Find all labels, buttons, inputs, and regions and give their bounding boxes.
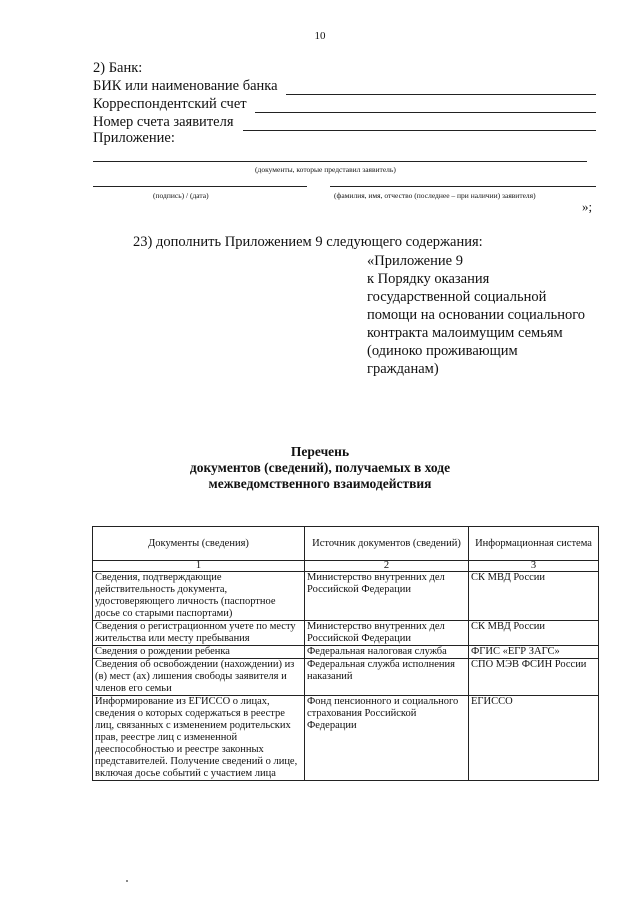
item-23: 23) дополнить Приложением 9 следующего содержания:	[133, 234, 483, 250]
signature-field-line	[93, 186, 307, 187]
corr-account-field-line	[255, 112, 596, 113]
list-title	[0, 444, 640, 492]
list-title-line: Перечень	[290, 444, 350, 459]
documents-caption: (документы, которые представил заявитель)	[255, 165, 396, 174]
annex-line: (одиноко проживающим	[367, 343, 518, 359]
annex-line: помощи на основании социального	[367, 307, 586, 323]
name-caption: (фамилия, имя, отчество (последнее – при наличии) заявителя)	[334, 191, 536, 200]
table-row	[93, 646, 599, 659]
closing-mark: »;	[582, 199, 593, 214]
annex-heading	[367, 252, 585, 378]
corr-account-label: Корреспондентский счет	[93, 96, 247, 112]
table-header-row	[93, 527, 599, 561]
bank-heading: 2) Банк:	[93, 60, 143, 76]
header-system: Информационная система	[469, 527, 599, 561]
cell-doc: Информирование из ЕГИССО о лицах, сведения о которых содержаться в реестре лиц, связанных с изменением родительских прав, реестре лиц с измененной дееспособностью и реестре законных представителей. Получение сведений о лице, включая досье событий с участием лица	[93, 696, 305, 781]
cell-source: Федеральная налоговая служба	[305, 646, 469, 659]
table-row	[93, 659, 599, 696]
cell-system: СПО МЭВ ФСИН России	[469, 659, 599, 696]
bik-label: БИК или наименование банка	[93, 78, 278, 94]
list-title-line: межведомственного взаимодействия	[208, 476, 432, 491]
list-title-line: документов (сведений), получаемых в ходе	[189, 460, 451, 475]
attachment-label: Приложение:	[93, 130, 175, 146]
cell-system: СК МВД России	[469, 572, 599, 621]
scan-speck	[126, 880, 128, 882]
header-documents: Документы (сведения)	[93, 527, 305, 561]
cell-doc: Сведения, подтверждающие действительность документа, удостоверяющего личность (паспортное досье со старыми паспортами)	[93, 572, 305, 621]
column-number: 2	[305, 561, 469, 572]
cell-source: Федеральная служба исполнения наказаний	[305, 659, 469, 696]
account-field-line	[243, 130, 596, 131]
cell-system: ФГИС «ЕГР ЗАГС»	[469, 646, 599, 659]
account-label: Номер счета заявителя	[93, 114, 234, 130]
cell-source: Министерство внутренних дел Российской Федерации	[305, 621, 469, 646]
table-row	[93, 621, 599, 646]
annex-line: государственной социальной	[367, 289, 547, 305]
cell-system: СК МВД России	[469, 621, 599, 646]
name-field-line	[330, 186, 596, 187]
cell-doc: Сведения о регистрационном учете по месту жительства или месту пребывания	[93, 621, 305, 646]
column-number: 1	[93, 561, 305, 572]
cell-source: Министерство внутренних дел Российской Федерации	[305, 572, 469, 621]
annex-line: «Приложение 9	[367, 253, 463, 269]
bik-field-line	[286, 94, 596, 95]
column-number: 3	[469, 561, 599, 572]
documents-table	[92, 526, 599, 781]
attachment-field-line	[93, 161, 587, 162]
annex-line: гражданам)	[367, 361, 439, 377]
table-number-row	[93, 561, 599, 572]
header-source: Источник документов (сведений)	[305, 527, 469, 561]
cell-doc: Сведения о рождении ребенка	[93, 646, 305, 659]
cell-doc: Сведения об освобождении (нахождении) из (в) мест (ах) лишения свободы заявителя и членов его семьи	[93, 659, 305, 696]
table-row	[93, 696, 599, 781]
signature-caption: (подпись) / (дата)	[153, 191, 209, 200]
annex-line: к Порядку оказания	[367, 271, 490, 287]
table-row	[93, 572, 599, 621]
annex-line: контракта малоимущим семьям	[367, 325, 563, 341]
cell-system: ЕГИССО	[469, 696, 599, 781]
page-number: 10	[314, 30, 326, 42]
cell-source: Фонд пенсионного и социального страхования Российской Федерации	[305, 696, 469, 781]
